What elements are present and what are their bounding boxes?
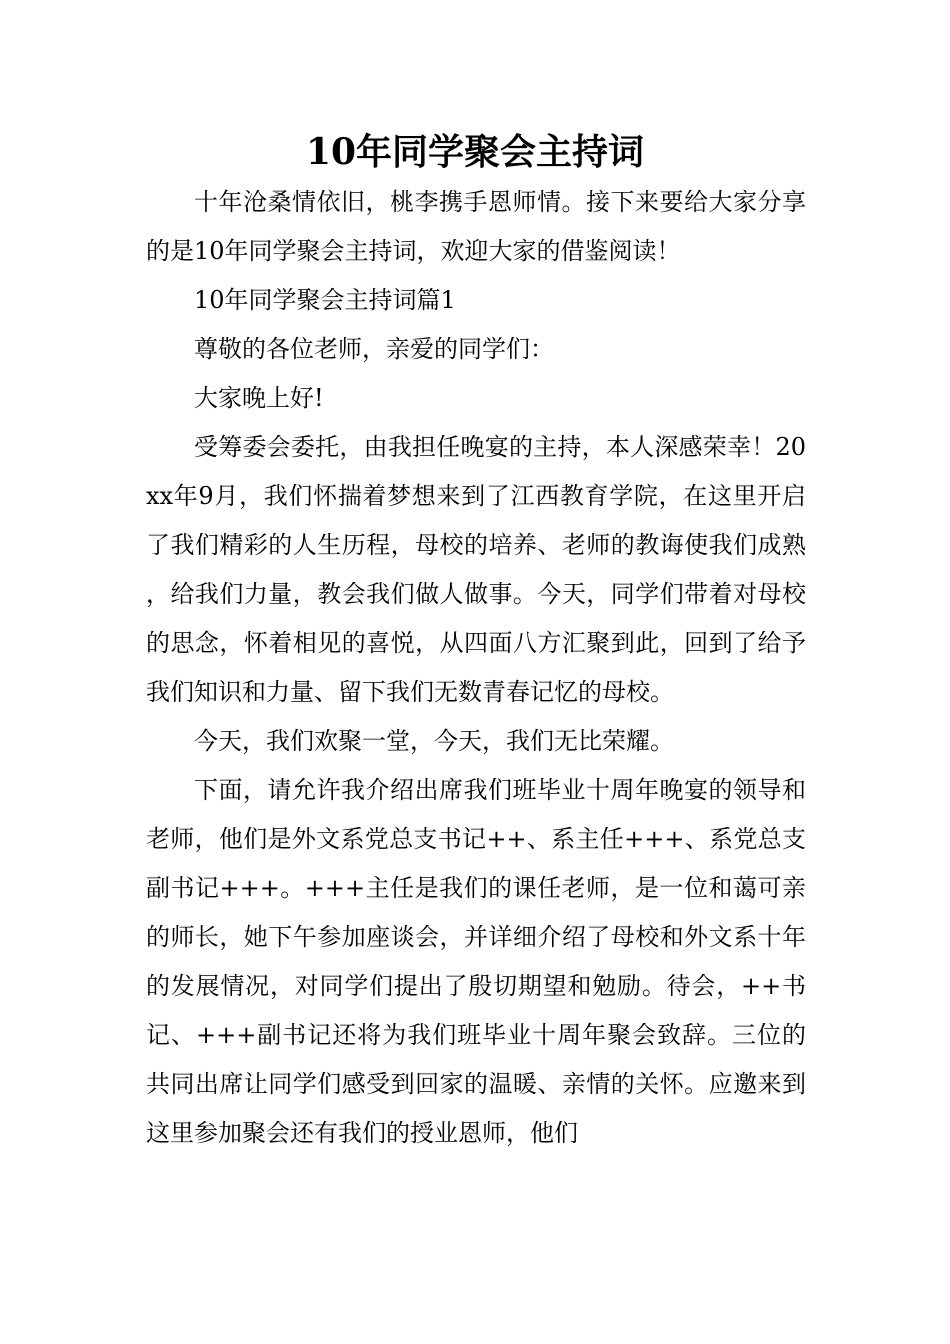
paragraph-intro: 十年沧桑情依旧，桃李携手恩师情。接下来要给大家分享的是10年同学聚会主持词，欢迎大家的借鉴阅读！ [146, 188, 806, 265]
paragraph-section-heading: 10年同学聚会主持词篇1 [194, 286, 456, 314]
paragraph-opening: 受筹委会委托，由我担任晚宴的主持，本人深感荣幸！20xx年9月，我们怀揣着梦想来到了江西教育学院，在这里开启了我们精彩的人生历程，母校的培养、老师的教诲使我们成熟，给我们力量，教会我们做人做事。今天，同学们带着对母校的思念，怀着相见的喜悦，从四面八方汇聚到此，回到了给予我们知识和力量、留下我们无数青春记忆的母校。 [146, 433, 806, 706]
paragraph-gathering: 今天，我们欢聚一堂，今天，我们无比荣耀。 [194, 727, 674, 755]
paragraph-introductions: 下面，请允许我介绍出席我们班毕业十周年晚宴的领导和老师，他们是外文系党总支书记++、系主任+++、系党总支副书记+++。+++主任是我们的课任老师，是一位和蔼可亲的师长，她下午参加座谈会，并详细介绍了母校和外文系十年的发展情况，对同学们提出了殷切期望和勉励。待会，++书记、+++副书记还将为我们班毕业十周年聚会致辞。三位的共同出席让同学们感受到回家的温暖、亲情的关怀。应邀来到这里参加聚会还有我们的授业恩师，他们 [146, 776, 806, 1147]
document-body [146, 178, 806, 1158]
paragraph-salutation: 尊敬的各位老师，亲爱的同学们： [194, 335, 554, 363]
paragraph-greeting: 大家晚上好! [194, 384, 324, 412]
document-title: 10年同学聚会主持词 [305, 131, 645, 173]
